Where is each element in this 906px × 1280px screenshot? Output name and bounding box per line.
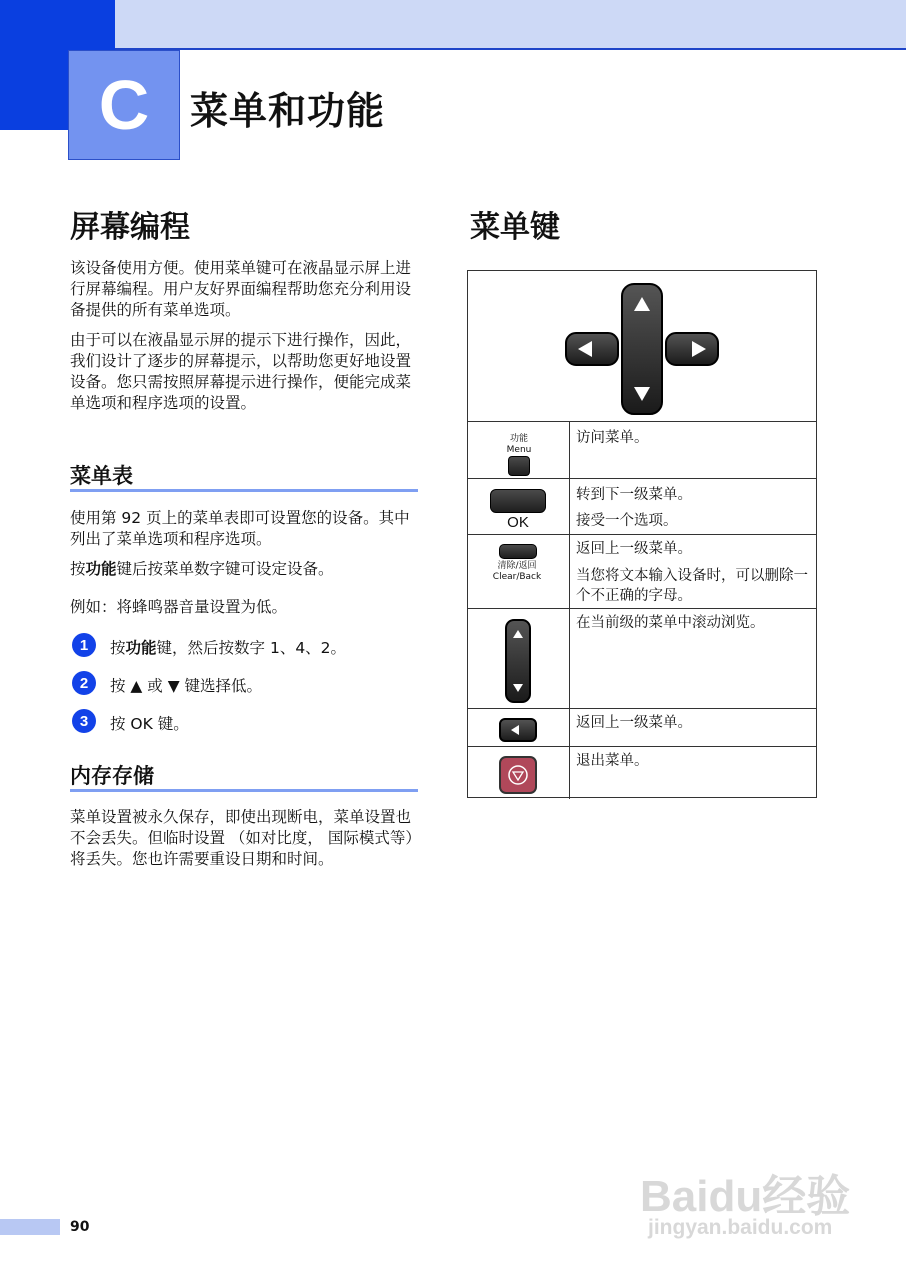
chapter-badge	[68, 50, 180, 160]
row-description: 接受一个选项。	[576, 513, 678, 529]
text-fragment: 键，然后按数字 1、4、2。	[156, 639, 347, 657]
step-text-2: 按 ▲ 或 ▼ 键选择低。	[110, 677, 263, 695]
page-number: 90	[70, 1219, 90, 1235]
paragraph-menu-table: 使用第 92 页上的菜单表即可设置您的设备。其中列出了菜单选项和程序选项。	[70, 509, 410, 548]
watermark-url: jingyan.baidu.com	[648, 1216, 833, 1239]
row-description: 退出菜单。	[576, 753, 649, 769]
section-rule	[70, 789, 418, 792]
icon-cell	[468, 709, 570, 747]
row-description: 返回上一级菜单。	[576, 541, 692, 557]
paragraph-memory: 菜单设置被永久保存，即使出现断电，菜单设置也不会丢失。但临时设置 （如对比度， 国际模式等）将丢失。您也许需要重设日期和时间。	[70, 808, 414, 868]
row-description: 当您将文本输入设备时，可以删除一个不正确的字母。	[576, 568, 808, 604]
paragraph-menu-key	[70, 559, 420, 580]
step-number-1: 1	[72, 633, 96, 657]
ok-key-icon	[490, 489, 546, 513]
icon-cell	[468, 422, 570, 479]
back-arrow-key-icon	[499, 718, 537, 742]
clear-back-label-en: Clear/Back	[492, 572, 542, 582]
table-row	[468, 708, 816, 747]
text-fragment: 键后按菜单数字键可设定设备。	[116, 560, 334, 578]
row-description: 访问菜单。	[576, 430, 649, 446]
table-row	[468, 534, 816, 609]
step-number-2: 2	[72, 671, 96, 695]
chapter-title: 菜单和功能	[190, 89, 386, 133]
header-rule	[115, 48, 906, 50]
section-title-memory-storage: 内存存储	[70, 764, 154, 788]
step-text-3: 按 OK 键。	[110, 715, 189, 733]
text-fragment: 按	[70, 560, 86, 578]
text-bold-menu: 功能	[85, 560, 117, 578]
paragraph-intro: 该设备使用方便。使用菜单键可在液晶显示屏上进行屏幕编程。用户友好界面编程帮助您充分利用设备提供的所有菜单选项。	[70, 259, 412, 319]
nav-pad-icon	[468, 271, 816, 421]
step-number-3: 3	[72, 709, 96, 733]
icon-cell	[468, 747, 570, 799]
clear-back-label-cn: 清除/返回	[497, 561, 537, 571]
icon-cell	[468, 479, 570, 535]
watermark-brand: Baidu经验	[640, 1172, 851, 1221]
row-description: 转到下一级菜单。	[576, 487, 692, 503]
footer-band	[0, 1219, 60, 1235]
clear-back-key-icon	[499, 544, 537, 559]
menu-key-icon	[508, 456, 530, 476]
table-row	[468, 421, 816, 479]
section-title-menu-keys: 菜单键	[470, 210, 560, 245]
text-fragment: 按	[110, 639, 126, 657]
up-down-key-icon	[504, 618, 532, 704]
chapter-letter: C	[98, 66, 150, 144]
menu-key-label-cn: 功能	[509, 434, 528, 444]
row-description: 在当前级的菜单中滚动浏览。	[576, 615, 765, 631]
row-description: 返回上一级菜单。	[576, 715, 692, 731]
menu-key-label-en: Menu	[506, 445, 532, 455]
paragraph-prompts: 由于可以在液晶显示屏的提示下进行操作，因此，我们设计了逐步的屏幕提示，以帮助您更好地设置设备。您只需按照屏幕提示进行操作，便能完成菜单选项和程序选项的设置。	[70, 331, 412, 412]
table-row	[468, 746, 816, 799]
paragraph-example: 例如：将蜂鸣器音量设置为低。	[70, 598, 288, 616]
step-text-1	[110, 636, 346, 658]
text-bold-menu: 功能	[125, 639, 157, 657]
section-title-screen-programming: 屏幕编程	[70, 210, 190, 245]
menu-keys-table	[467, 270, 817, 798]
icon-cell	[468, 535, 570, 609]
icon-cell	[468, 609, 570, 709]
stop-exit-key-icon	[499, 756, 537, 794]
section-rule	[70, 489, 418, 492]
ok-key-label: OK	[507, 514, 529, 531]
section-title-menu-table: 菜单表	[70, 464, 133, 488]
table-row	[468, 608, 816, 709]
table-row	[468, 478, 816, 535]
header-band	[115, 0, 906, 50]
nav-pad-cell	[468, 271, 816, 421]
